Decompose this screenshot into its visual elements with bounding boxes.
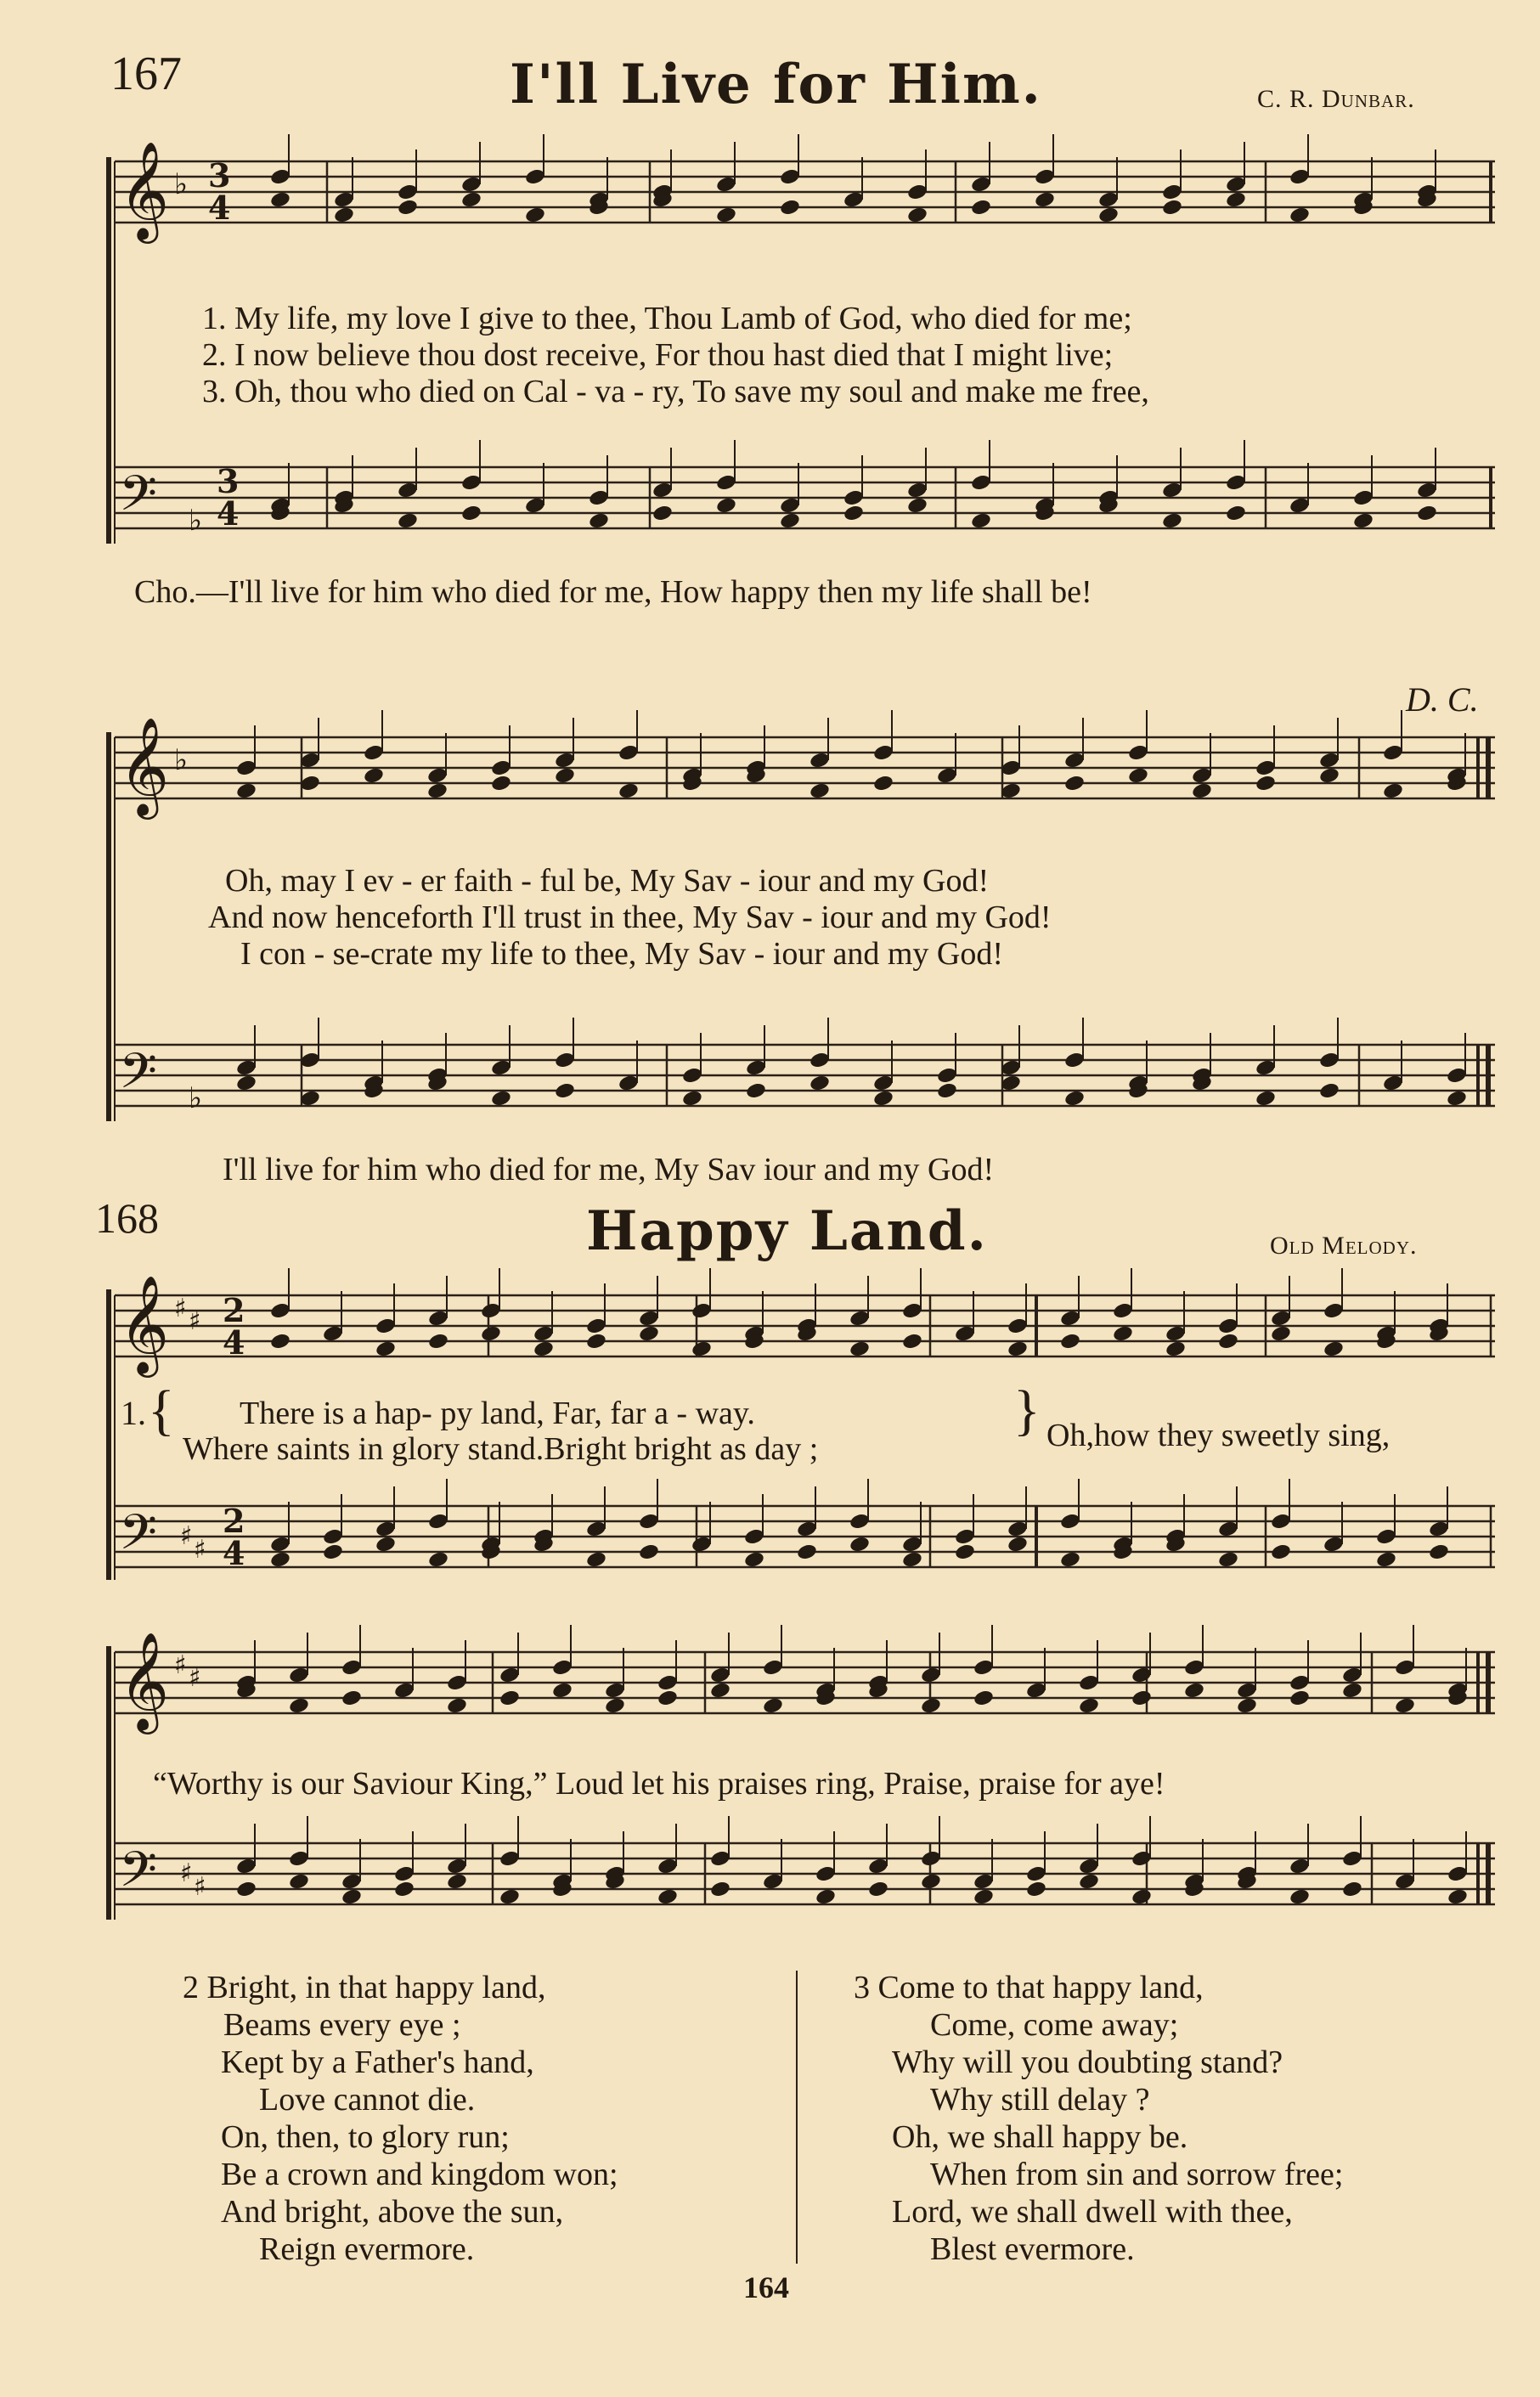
note-head xyxy=(1236,1696,1258,1715)
note-head xyxy=(585,1550,607,1569)
note-head xyxy=(681,1089,703,1108)
note-head xyxy=(657,1689,679,1707)
note-head xyxy=(1394,1696,1416,1715)
note-head xyxy=(1127,766,1149,785)
svg-text:4: 4 xyxy=(223,1534,245,1572)
note-head xyxy=(1034,190,1056,209)
note-head xyxy=(709,1880,731,1898)
svg-text:3: 3 xyxy=(217,462,240,500)
svg-text:♭: ♭ xyxy=(174,167,189,201)
note-head xyxy=(363,766,385,785)
verse-line: 1. My life, my love I give to thee, Thou Lamb of God, who died for me; xyxy=(202,301,1132,336)
note-head xyxy=(554,1081,576,1100)
note-head xyxy=(499,1689,521,1707)
left-brace-icon: { xyxy=(148,1379,175,1441)
note-head xyxy=(954,1543,976,1561)
svg-text:♯: ♯ xyxy=(189,1663,201,1693)
note-head xyxy=(1318,766,1340,785)
verse-line: And now henceforth I'll trust in thee, My Sav - iour and my God! xyxy=(208,900,1052,935)
note-head xyxy=(618,781,640,800)
svg-text:𝄢: 𝄢 xyxy=(119,1042,158,1112)
verse-line: 2. I now believe thou dost receive, For thou hast died that I might live; xyxy=(202,337,1114,373)
staff-1-treble xyxy=(115,161,1495,223)
note-head xyxy=(1217,1332,1239,1351)
note-head xyxy=(973,1887,995,1906)
note-head xyxy=(872,774,894,792)
note-head xyxy=(709,1681,731,1700)
note-head xyxy=(288,1872,310,1891)
verse-line: There is a hap- py land, Far, far a - way. xyxy=(240,1396,755,1431)
note-head xyxy=(551,1681,573,1700)
hymn-number: 168 xyxy=(95,1194,159,1242)
note-head xyxy=(1318,1081,1340,1100)
note-head xyxy=(1323,1340,1345,1358)
staff-1-bass xyxy=(115,467,1495,528)
note-head xyxy=(1341,1681,1363,1700)
note-head xyxy=(460,190,482,209)
note-head xyxy=(1225,190,1247,209)
staff-2-bass xyxy=(115,1045,1495,1106)
note-head xyxy=(585,1332,607,1351)
svg-text:4: 4 xyxy=(217,494,240,533)
note-head xyxy=(1375,1550,1397,1569)
note-head xyxy=(920,1696,942,1715)
note-head xyxy=(1191,781,1213,800)
verse-line: Oh,how they sweetly sing, xyxy=(1046,1418,1391,1453)
svg-text:♯: ♯ xyxy=(174,1294,187,1323)
svg-text:2: 2 xyxy=(223,1291,245,1329)
note-head xyxy=(1161,198,1183,217)
svg-text:♭: ♭ xyxy=(189,504,203,538)
right-brace-icon: } xyxy=(1013,1379,1041,1441)
svg-text:𝄢: 𝄢 xyxy=(119,1841,158,1910)
note-head xyxy=(901,1332,923,1351)
note-head xyxy=(393,1880,415,1898)
note-head xyxy=(490,1089,512,1108)
note-head xyxy=(427,1550,449,1569)
note-head xyxy=(1289,1887,1311,1906)
note-head xyxy=(1078,1696,1100,1715)
note-head xyxy=(446,1872,468,1891)
da-capo-mark: D. C. xyxy=(1406,680,1479,719)
staff-4-treble xyxy=(115,1652,1495,1713)
note-head xyxy=(1270,1543,1292,1561)
note-head xyxy=(1270,1324,1292,1343)
note-head xyxy=(872,1089,894,1108)
note-head xyxy=(1165,1340,1187,1358)
note-head xyxy=(533,1340,555,1358)
staff-4-bass xyxy=(115,1843,1495,1904)
note-head xyxy=(554,766,576,785)
note-head xyxy=(657,1887,679,1906)
note-head xyxy=(322,1543,344,1561)
note-head xyxy=(341,1689,363,1707)
verse-line: Where saints in glory stand.Bright bright as day ; xyxy=(183,1431,819,1467)
note-head xyxy=(235,781,257,800)
note-head xyxy=(499,1887,521,1906)
note-head xyxy=(426,781,448,800)
verse-line: I con - se-crate my life to thee, My Sav - iour and my God! xyxy=(240,936,1004,972)
note-head xyxy=(375,1535,397,1554)
stanza-2: 2 Bright, in that happy land, Beams every eye ; Kept by a Father's hand, Love cannot die. On, then, to glory run; Be a crown and kingdom won; And bright, above the sun, Reign evermore. xyxy=(183,1970,618,2267)
note-head xyxy=(906,206,928,224)
note-head xyxy=(779,198,801,217)
note-head xyxy=(849,1340,871,1358)
note-head xyxy=(920,1872,942,1891)
note-head xyxy=(341,1887,363,1906)
note-head xyxy=(480,1324,502,1343)
note-head xyxy=(333,206,355,224)
note-head xyxy=(1007,1340,1029,1358)
note-head xyxy=(1007,1535,1029,1554)
note-head xyxy=(427,1332,449,1351)
note-head xyxy=(1063,1089,1086,1108)
note-head xyxy=(588,511,610,530)
svg-text:♭: ♭ xyxy=(189,1081,203,1115)
svg-text:2: 2 xyxy=(223,1502,245,1540)
note-head xyxy=(691,1340,713,1358)
note-head xyxy=(1416,504,1438,522)
svg-text:♯: ♯ xyxy=(174,1650,187,1680)
note-head xyxy=(809,781,831,800)
hymn-composer: C. R. Dunbar. xyxy=(1257,85,1415,113)
note-head xyxy=(1255,1089,1277,1108)
svg-text:4: 4 xyxy=(208,189,231,227)
note-head xyxy=(1289,1689,1311,1707)
note-head xyxy=(604,1696,626,1715)
note-head xyxy=(796,1543,818,1561)
note-head xyxy=(1131,1887,1153,1906)
svg-text:♯: ♯ xyxy=(189,1306,201,1336)
note-head xyxy=(970,198,992,217)
note-head xyxy=(397,511,419,530)
page-number: 164 xyxy=(743,2270,789,2304)
note-head xyxy=(1382,781,1404,800)
note-head xyxy=(906,496,928,515)
stanza-3: 3 Come to that happy land, Come, come away; Why will you doubting stand? Why still delay ? Oh, we shall happy be. When from sin and sorrow free; Lord, we shall dwell with thee, Blest evermore. xyxy=(854,1970,1344,2267)
note-head xyxy=(1025,1880,1047,1898)
note-head xyxy=(1352,511,1374,530)
note-head xyxy=(1161,511,1183,530)
staff-2-treble xyxy=(115,737,1495,798)
svg-text:♯: ♯ xyxy=(180,1858,193,1888)
note-head xyxy=(1446,1089,1468,1108)
svg-text:♯: ♯ xyxy=(194,1535,206,1565)
note-head xyxy=(901,1550,923,1569)
note-head xyxy=(490,774,512,792)
note-head xyxy=(843,504,865,522)
note-head xyxy=(1059,1332,1081,1351)
hymn-title: I'll Live for Him. xyxy=(510,53,1042,116)
note-head xyxy=(809,1074,831,1092)
chorus-line: Cho.—I'll live for him who died for me, How happy then my life shall be! xyxy=(134,574,1092,610)
note-head xyxy=(446,1696,468,1715)
chorus-line: I'll live for him who died for me, My Sav iour and my God! xyxy=(223,1152,995,1187)
note-head xyxy=(1063,774,1086,792)
note-head xyxy=(1225,504,1247,522)
svg-text:4: 4 xyxy=(223,1323,245,1362)
note-head xyxy=(973,1689,995,1707)
svg-text:𝄞: 𝄞 xyxy=(119,716,170,815)
hymn-number: 167 xyxy=(110,48,182,100)
note-head xyxy=(235,1880,257,1898)
note-head xyxy=(397,198,419,217)
note-head xyxy=(288,1696,310,1715)
note-head xyxy=(1078,1872,1100,1891)
note-head xyxy=(1428,1543,1450,1561)
note-head xyxy=(1131,1689,1153,1707)
note-head xyxy=(1097,206,1120,224)
note-head xyxy=(1341,1880,1363,1898)
note-head xyxy=(762,1696,784,1715)
note-head xyxy=(715,206,737,224)
svg-text:𝄢: 𝄢 xyxy=(119,1503,158,1573)
note-head xyxy=(638,1543,660,1561)
note-head xyxy=(970,511,992,530)
hymn-title: Happy Land. xyxy=(586,1199,988,1263)
treble-clef-icon: 𝄞 xyxy=(119,140,170,240)
note-head xyxy=(867,1880,889,1898)
svg-text:3: 3 xyxy=(208,156,231,195)
note-head xyxy=(1447,1887,1469,1906)
note-head xyxy=(235,1074,257,1092)
note-head xyxy=(1183,1681,1205,1700)
verse-line: “Worthy is our Saviour King,” Loud let his praises ring, Praise, praise for aye! xyxy=(153,1766,1165,1802)
svg-text:𝄞: 𝄞 xyxy=(119,1274,170,1373)
note-head xyxy=(1255,774,1277,792)
note-head xyxy=(269,1550,291,1569)
note-head xyxy=(524,206,546,224)
bass-clef-icon: 𝄢 xyxy=(119,465,158,534)
verse-number: 1. xyxy=(121,1394,146,1432)
svg-text:♯: ♯ xyxy=(180,1521,193,1551)
verse-line: 3. Oh, thou who died on Cal - va - ry, To save my soul and make me free, xyxy=(202,374,1149,409)
note-head xyxy=(460,504,482,522)
verse-line: Oh, may I ev - er faith - ful be, My Sav - iour and my God! xyxy=(225,863,990,899)
note-head xyxy=(375,1340,397,1358)
svg-text:♭: ♭ xyxy=(174,743,189,777)
note-head xyxy=(743,1550,765,1569)
note-head xyxy=(779,511,801,530)
note-head xyxy=(1289,206,1311,224)
note-head xyxy=(269,190,291,209)
note-head xyxy=(936,1081,958,1100)
note-head xyxy=(1217,1550,1239,1569)
svg-text:♯: ♯ xyxy=(194,1872,206,1902)
svg-text:𝄞: 𝄞 xyxy=(119,1631,170,1730)
note-head xyxy=(849,1535,871,1554)
note-head xyxy=(715,496,737,515)
note-head xyxy=(1112,1324,1134,1343)
note-head xyxy=(638,1324,660,1343)
hymn-composer: Old Melody. xyxy=(1270,1232,1418,1260)
note-head xyxy=(815,1887,837,1906)
note-head xyxy=(1059,1550,1081,1569)
note-head xyxy=(745,1081,767,1100)
note-head xyxy=(269,1332,291,1351)
note-head xyxy=(652,504,674,522)
